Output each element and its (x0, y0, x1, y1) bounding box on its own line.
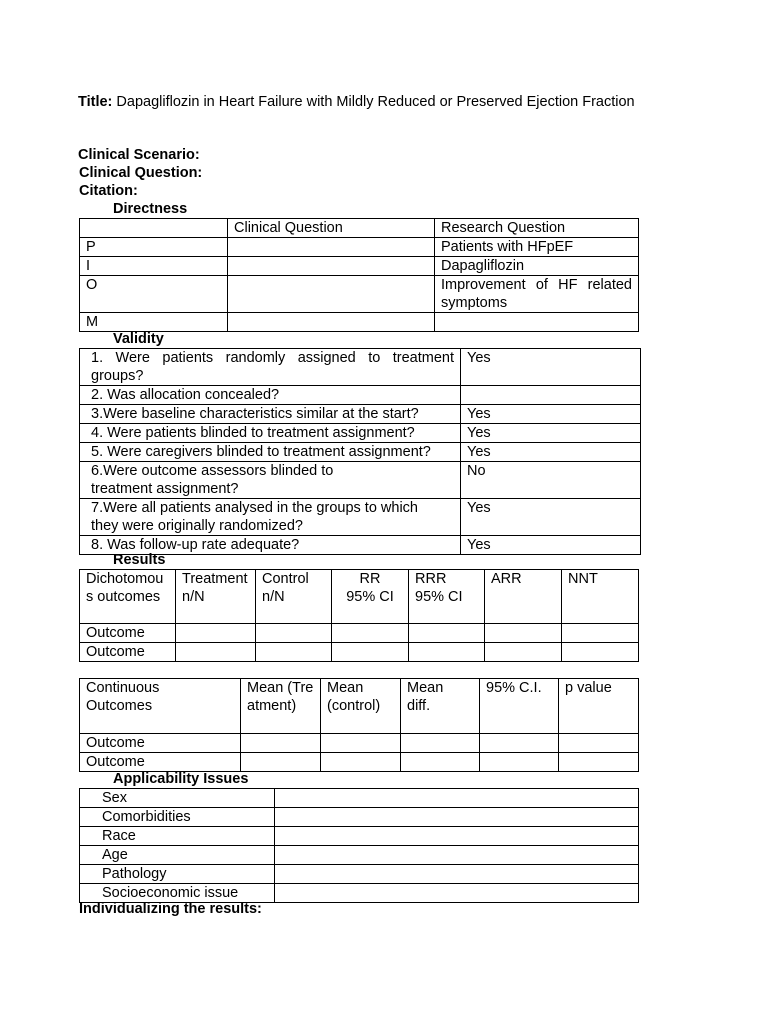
empty-cell (485, 643, 562, 662)
continuous-header-mean-treatment: Mean (Treatment) (241, 679, 321, 734)
empty-cell (409, 643, 485, 662)
applicability-label: Comorbidities (80, 808, 275, 827)
directness-header-clinical: Clinical Question (228, 219, 435, 238)
directness-header-research: Research Question (435, 219, 639, 238)
dichotomous-header-treatment: Treatment n/N (176, 570, 256, 624)
validity-question: 1. Were patients randomly assigned to treatment groups? (80, 349, 461, 386)
dichotomous-row (80, 643, 639, 662)
validity-question: 2. Was allocation concealed? (80, 386, 461, 405)
directness-row-i (80, 257, 639, 276)
empty-cell (401, 734, 480, 753)
applicability-value (275, 827, 639, 846)
empty-cell (176, 643, 256, 662)
directness-clinical-cell (228, 238, 435, 257)
continuous-row (80, 753, 639, 772)
applicability-heading: Applicability Issues (113, 771, 249, 787)
individualizing-heading: Individualizing the results: (79, 901, 262, 917)
empty-cell (409, 624, 485, 643)
dichotomous-header-rr: RR 95% CI (332, 570, 409, 624)
continuous-row-label: Outcome (80, 753, 241, 772)
validity-row (80, 443, 641, 462)
applicability-label: Socioeconomic issue (80, 884, 275, 903)
empty-cell (559, 734, 639, 753)
continuous-header-p-value: p value (559, 679, 639, 734)
empty-cell (480, 734, 559, 753)
continuous-outcomes-table (79, 678, 639, 772)
validity-question: 4. Were patients blinded to treatment assignment? (80, 424, 461, 443)
directness-clinical-cell (228, 257, 435, 276)
directness-row-label: P (80, 238, 228, 257)
directness-research-cell: Improvement of HF related symptoms (435, 276, 639, 313)
validity-answer: Yes (461, 499, 641, 536)
directness-heading: Directness (113, 201, 188, 217)
citation-heading: Citation: (79, 183, 138, 199)
empty-cell (480, 753, 559, 772)
directness-research-cell: Dapagliflozin (435, 257, 639, 276)
dichotomous-row (80, 624, 639, 643)
applicability-label: Pathology (80, 865, 275, 884)
continuous-header-row (80, 679, 639, 734)
empty-cell (256, 624, 332, 643)
applicability-label: Race (80, 827, 275, 846)
empty-cell (176, 624, 256, 643)
applicability-value (275, 789, 639, 808)
empty-cell (256, 643, 332, 662)
results-heading: Results (113, 552, 166, 568)
empty-cell (332, 643, 409, 662)
directness-row-o (80, 276, 639, 313)
dichotomous-row-label: Outcome (80, 624, 176, 643)
dichotomous-header-outcomes: Dichotomous outcomes (80, 570, 176, 624)
validity-row (80, 462, 641, 499)
validity-answer: Yes (461, 405, 641, 424)
dichotomous-row-label: Outcome (80, 643, 176, 662)
directness-row-label: I (80, 257, 228, 276)
continuous-row-label: Outcome (80, 734, 241, 753)
dichotomous-header-row (80, 570, 639, 624)
applicability-label: Age (80, 846, 275, 865)
validity-row (80, 424, 641, 443)
validity-table (79, 348, 641, 555)
directness-header-row (80, 219, 639, 238)
applicability-row (80, 827, 639, 846)
validity-question: 8. Was follow-up rate adequate? (80, 536, 461, 555)
document-title (78, 93, 655, 111)
continuous-header-mean-diff: Mean diff. (401, 679, 480, 734)
dichotomous-header-rrr: RRR 95% CI (409, 570, 485, 624)
empty-cell (401, 753, 480, 772)
directness-header-blank (80, 219, 228, 238)
directness-clinical-cell (228, 276, 435, 313)
directness-research-cell: Patients with HFpEF (435, 238, 639, 257)
dichotomous-header-control: Control n/N (256, 570, 332, 624)
dichotomous-header-nnt: NNT (562, 570, 639, 624)
continuous-header-ci: 95% C.I. (480, 679, 559, 734)
continuous-header-outcomes: Continuous Outcomes (80, 679, 241, 734)
continuous-row (80, 734, 639, 753)
applicability-row (80, 789, 639, 808)
applicability-row (80, 865, 639, 884)
validity-answer: Yes (461, 424, 641, 443)
validity-answer: Yes (461, 443, 641, 462)
validity-row (80, 499, 641, 536)
validity-heading: Validity (113, 331, 164, 347)
empty-cell (562, 643, 639, 662)
applicability-row (80, 846, 639, 865)
empty-cell (332, 624, 409, 643)
validity-question: 6.Were outcome assessors blinded to treatment assignment? (80, 462, 461, 499)
directness-clinical-cell (228, 313, 435, 332)
directness-research-cell (435, 313, 639, 332)
validity-row (80, 349, 641, 386)
empty-cell (241, 734, 321, 753)
applicability-table (79, 788, 639, 903)
validity-row (80, 405, 641, 424)
applicability-value (275, 865, 639, 884)
empty-cell (321, 753, 401, 772)
dichotomous-header-arr: ARR (485, 570, 562, 624)
validity-question: 5. Were caregivers blinded to treatment assignment? (80, 443, 461, 462)
directness-table (79, 218, 639, 332)
validity-answer: No (461, 462, 641, 499)
title-text: Dapagliflozin in Heart Failure with Mildly Reduced or Preserved Ejection Fraction (116, 94, 635, 110)
clinical-question-heading: Clinical Question: (79, 165, 203, 181)
validity-row (80, 386, 641, 405)
validity-answer (461, 386, 641, 405)
directness-row-p (80, 238, 639, 257)
dichotomous-outcomes-table (79, 569, 639, 662)
applicability-label: Sex (80, 789, 275, 808)
empty-cell (559, 753, 639, 772)
directness-row-m (80, 313, 639, 332)
applicability-value (275, 808, 639, 827)
title-label: Title: (78, 94, 113, 110)
empty-cell (485, 624, 562, 643)
continuous-header-mean-control: Mean (control) (321, 679, 401, 734)
directness-row-label: M (80, 313, 228, 332)
applicability-row (80, 808, 639, 827)
validity-answer: Yes (461, 349, 641, 386)
validity-question: 3.Were baseline characteristics similar at the start? (80, 405, 461, 424)
clinical-scenario-heading: Clinical Scenario: (78, 147, 200, 163)
validity-answer: Yes (461, 536, 641, 555)
empty-cell (321, 734, 401, 753)
directness-row-label: O (80, 276, 228, 313)
validity-question: 7.Were all patients analysed in the groups to which they were originally randomized? (80, 499, 461, 536)
empty-cell (562, 624, 639, 643)
empty-cell (241, 753, 321, 772)
applicability-value (275, 884, 639, 903)
applicability-value (275, 846, 639, 865)
